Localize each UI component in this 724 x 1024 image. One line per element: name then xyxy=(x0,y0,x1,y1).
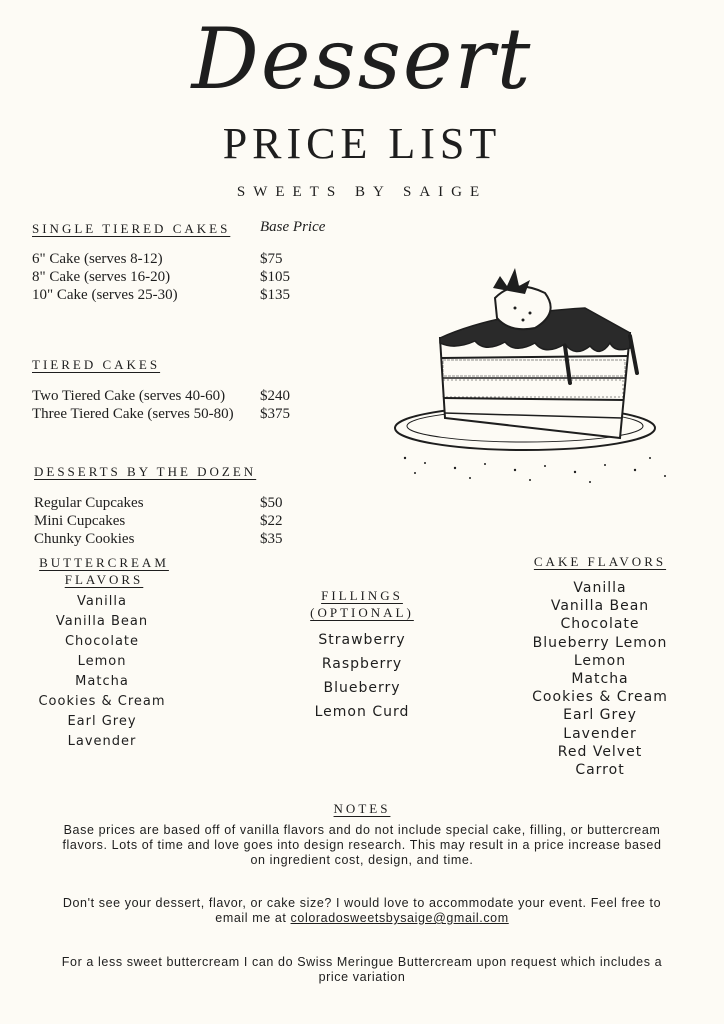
page-title: PRICE LIST xyxy=(222,119,502,168)
list-item: Earl Grey xyxy=(67,714,137,729)
list-item: Chocolate xyxy=(64,634,140,649)
list-item: Blueberry xyxy=(323,680,401,696)
notes-paragraph-2-text: Don't see your dessert, flavor, or cake size? I would love to accommodate your event. Feel free to email me at xyxy=(62,896,662,925)
list-item: Lemon Curd xyxy=(314,704,410,720)
notes-heading: NOTES xyxy=(333,801,391,816)
list-item: Vanilla xyxy=(77,594,127,609)
item-price: $375 xyxy=(260,406,290,422)
list-item: Raspberry xyxy=(321,656,403,672)
fillings-heading-line2: (OPTIONAL) xyxy=(310,605,414,620)
base-price-label: Base Price xyxy=(260,219,326,235)
cake-flavors-heading: CAKE FLAVORS xyxy=(533,554,667,569)
item-name: 8" Cake (serves 16-20) xyxy=(32,269,171,285)
page-subtitle: SWEETS BY SAIGE xyxy=(236,184,488,200)
cake-flavors-list xyxy=(520,579,680,779)
item-name: Chunky Cookies xyxy=(34,531,135,547)
notes-paragraph-3: For a less sweet buttercream I can do Swiss Meringue Buttercream upon request which includes a price variation xyxy=(61,955,663,984)
script-title: Dessert xyxy=(191,10,533,108)
list-item: Matcha xyxy=(75,674,129,689)
list-item: Red Velvet xyxy=(557,743,643,760)
list-item xyxy=(34,512,334,530)
single-tiered-list xyxy=(32,250,332,304)
list-item xyxy=(32,250,332,268)
tiered-list xyxy=(32,387,332,423)
buttercream-heading xyxy=(24,554,184,588)
notes-paragraph-2 xyxy=(60,896,664,926)
list-item: Carrot xyxy=(575,761,625,778)
list-item: Vanilla Bean xyxy=(55,614,149,629)
fillings-list xyxy=(282,628,442,724)
cake-slice-illustration xyxy=(385,258,685,488)
list-item xyxy=(32,286,332,304)
item-price: $105 xyxy=(260,269,290,285)
single-tiered-heading: SINGLE TIERED CAKES xyxy=(32,221,231,236)
list-item xyxy=(34,494,334,512)
list-item: Vanilla Bean xyxy=(550,598,650,615)
list-item xyxy=(34,530,334,548)
item-name: 10" Cake (serves 25-30) xyxy=(32,287,178,303)
list-item: Cookies & Cream xyxy=(38,694,166,709)
list-item xyxy=(32,268,332,286)
list-item: Lemon xyxy=(573,652,627,669)
list-item xyxy=(32,387,332,405)
item-name: Two Tiered Cake (serves 40-60) xyxy=(32,388,226,404)
list-item: Vanilla xyxy=(573,580,627,596)
item-price: $240 xyxy=(260,388,290,404)
list-item: Blueberry Lemon xyxy=(532,634,668,651)
list-item: Chocolate xyxy=(560,616,640,633)
item-price: $75 xyxy=(260,251,283,267)
list-item: Cookies & Cream xyxy=(532,689,668,706)
item-name: Regular Cupcakes xyxy=(34,495,144,511)
list-item: Earl Grey xyxy=(563,707,637,724)
list-item xyxy=(32,405,332,423)
item-price: $35 xyxy=(260,531,283,547)
notes-paragraph-1: Base prices are based off of vanilla flavors and do not include special cake, filling, or buttercream flavors. Lots of time and love goes into design research. This may result in a price increase based on ingredient cost, design, and time. xyxy=(62,823,662,867)
item-name: Mini Cupcakes xyxy=(34,513,126,529)
email-link[interactable]: coloradosweetsbysaige@gmail.com xyxy=(290,911,509,925)
list-item: Lemon xyxy=(77,654,127,669)
item-name: 6" Cake (serves 8-12) xyxy=(32,251,163,267)
list-item: Lavender xyxy=(563,725,637,742)
fillings-heading xyxy=(282,587,442,621)
list-item: Strawberry xyxy=(318,632,406,648)
item-name: Three Tiered Cake (serves 50-80) xyxy=(32,406,234,422)
item-price: $135 xyxy=(260,287,290,303)
buttercream-heading-line1: BUTTERCREAM xyxy=(39,555,169,570)
item-price: $22 xyxy=(260,513,283,529)
list-item: Lavender xyxy=(67,734,137,749)
list-item: Matcha xyxy=(571,670,629,687)
buttercream-heading-line2: FLAVORS xyxy=(64,572,144,587)
fillings-heading-line1: FILLINGS xyxy=(321,588,403,603)
tiered-heading: TIERED CAKES xyxy=(32,357,161,372)
item-price: $50 xyxy=(260,495,283,511)
dozen-heading: DESSERTS BY THE DOZEN xyxy=(34,464,257,479)
buttercream-list xyxy=(24,592,180,752)
dozen-list xyxy=(34,494,334,548)
